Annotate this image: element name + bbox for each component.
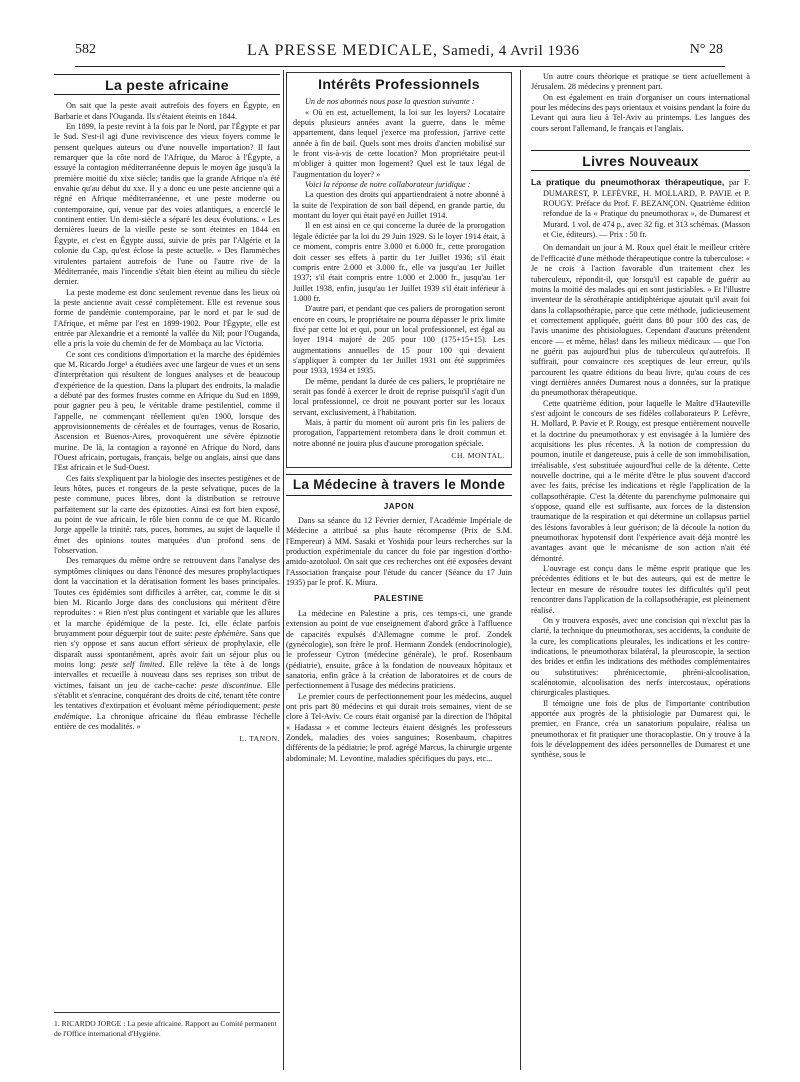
column-peste xyxy=(54,72,280,745)
question: « Où en est, actuellement, la loi sur les loyers? Locataire depuis plusieurs années avant la guerre, dans le même appartement, dans lequel j'exerce ma profession, j'arrive cette année à fin de bail. Quels sont mes droits d'ancien mobilisé sur le front vis-à-vis de cette location? Mon propriétaire peut-il m'obliger à quitter mon logement? Quel est le taux légal de l'augmentation du loyer? » xyxy=(293,107,505,179)
paragraph: La question des droits qui appartiendraient à notre abonné à la suite de l'expiration de son bail dépend, en grande partie, du montant du loyer qui était payé en Juillet 1914. xyxy=(293,190,505,221)
section-title-medecine: La Médecine à travers le Monde xyxy=(286,474,512,495)
footnote: 1. RICARDO JORGE : La peste africaine. Rapport au Comité permanent de l'Office international d'Hygiène. xyxy=(54,1012,280,1038)
book-reference: La pratique du pneumothorax thérapeutique, par F. DUMAREST, P. LEFÈVRE, H. MOLLARD, P. PAVIE et P. ROUGY. Préface du Prof. F. BEZANÇON. Quatrième édition refondue de la « Pratique du pneumothorax », de Dumarest et Murard. 1 vol. de 474 p., avec 32 fig. et 313 schémas. (Masson et Cie, éditeurs). — Prix : 50 fr. xyxy=(531,177,751,240)
issue-date: Samedi, 4 Avril 1936 xyxy=(442,43,580,59)
paragraph: Dans sa séance du 12 Février dernier, l'Académie Impériale de Médecine a attribué sa plus haute récompense (Prix de S.M. l'Empereur) à MM. Sasaki et Yoshida pour leurs recherches sur la production expérimentale du cancer du foie par ingestion d'ortho-amido-azotoluol. On sait que ces recherches ont été exposées devant l'Association française pour l'étude du cancer (Séance du 17 Juin 1935) par le prof. K. Miura. xyxy=(286,516,512,588)
paragraph: Un autre cours théorique et pratique se tient actuellement à Jérusalem. 28 médecins y prennent part. xyxy=(531,72,750,92)
paragraph: La médecine en Palestine a pris, ces temps-ci, une grande extension au point de vue enseignement d'abord grâce à l'affluence de capacités expulsés d'Allemagne comme le prof. Zondek (gynécologie), son frère le prof. Hermann Zondek (endocrinologie), le professeur Cytron (médecine générale), le prof. Rosenbaum (pédiatrie), ensuite, grâce à la fondation de nouveaux hôpitaux et sanatoria, enfin grâce à la création de laboratoires et de cours de perfectionnement à l'usage des médecins praticiens. xyxy=(286,608,512,691)
signature: CH. MONTAL. xyxy=(451,451,505,461)
paragraph: Mais, à partir du moment où auront pris fin les paliers de prorogation, l'appartement retombera dans le droit commun et notre abonné ne jouira plus d'aucune prorogation spéciale. xyxy=(293,418,505,448)
paragraph: On demandait un jour à M. Roux quel était le meilleur critère de l'efficacité d'une méthode thérapeutique contre la tuberculose: « Je ne crois à l'action favorable d'un traitement chez les tuberculeux, répondit-il, que lorsqu'il est capable de guérir au moins la moitié des malades qui en sont justiciables. » Et l'illustre inventeur de la sérothérapie antidiphtérique ajoutait qu'il avait foi dans la collapsothérapie, parce que cette méthode, judicieusement et correctement appliquée, guérit dans 80 pour 100 des cas, de l'avis unanime des phtisiologues. Cependant d'aucuns prétendent encore — et même, hélas! dans les milieux médicaux — que l'on ne guérit pas aujourd'hui plus de tuberculeux qu'autrefois. Il suffirait, pour convaincre ces sceptiques de leur erreur, qu'ils parcourent les quatre éditions du beau livre, qu'au cours de ces vingt dernières années Dumarest nous a données, sur la pratique du pneumothorax thérapeutique. xyxy=(531,243,750,398)
paragraph: On sait que la peste avait autrefois des foyers en Égypte, en Barbarie et dans l'Ouganda. Ils s'étaient éteints en 1844. xyxy=(54,101,280,121)
subheading-japon: JAPON xyxy=(383,501,415,511)
section-title-livres: Livres Nouveaux xyxy=(531,150,750,171)
reply-intro: Voici la réponse de notre collaborateur juridique : xyxy=(305,180,471,190)
section-title-interets: Intérêts Professionnels xyxy=(318,76,480,92)
paragraph: En 1899, la peste revint à la fois par le Nord, par l'Égypte et par le Sud. S'est-il agi d'une reviviscence des vieux foyers comme le pensent quelques auteurs ou d'une nouvelle importation? Il faut remarquer que la côte nord de l'Afrique, du Maroc à l'Égypte, a essuyé la contagion méditerranéenne depuis le moyen âge jusqu'à la première moitié du xixe siècle; tandis que la grande Afrique n'a été envahie qu'au début du xxe. Il y a donc eu une peste ancienne qui a régné en Afrique méditerranéenne, et une peste moderne ou contemporaine, qui, venue par des voies atlantiques, a encerclé le continent entier. Un demi-siècle a séparé les deux évolutions. « Les dernières lueurs de la vieille peste se sont éteintes en 1844 en Égypte, et c'est en Égypte aussi, suivie de près par l'Algérie et la colonie du Cap, qu'est éclose la peste actuelle. » Des flammèches virulentes partaient autrefois de l'une ou l'autre rive de la Méditerranée, mais l'incendie s'était bien éteint au milieu du siècle dernier. xyxy=(54,122,280,287)
paragraph: On est également en train d'organiser un cours international pour les médecins des pays orientaux et voisins pendant la foire du Levant qui aura lieu à Tel-Aviv au printemps. Les langues des cours seront l'allemand, le français et l'anglais. xyxy=(531,92,750,133)
paragraph: Il témoigne une fois de plus de l'importante contribution apportée aux progrès de la phtisiologie par Dumarest qui, le premier, en France, créa un sanatorium populaire, réalisa un pneumothorax et fit pratiquer une thoracoplastie. On y trouve à la fois le développement des idées personnelles de Dumarest et une synthèse, sous le xyxy=(531,698,750,760)
paragraph: On y trouvera exposés, avec une concision qui n'exclut pas la clarté, la technique du pneumothorax, ses accidents, la conduite de la cure, les complications pleurales, les indications et les contre-indications, le pneumothorax bilatéral, la pleuroscopie, la section des brides et enfin les indications des méthodes complémentaires ou substitutives: phrénicectomie, phréni-alcoolisation, scalénotomie, alcoolisation des nerfs intercostaux, opérations chirurgicales plastiques. xyxy=(531,615,750,698)
question-intro: Un de nos abonnés nous pose la question suivante : xyxy=(305,97,475,107)
section-title-peste: La peste africaine xyxy=(54,74,280,95)
paragraph: Cette quatrième édition, pour laquelle le Maître d'Hauteville s'est adjoint le concours de ses fidèles collaborateurs P. Lefèvre, H. Mollard, P. Pavie et P. Rougy, est presque entièrement nouvelle et la doctrine du pneumothorax y est envisagée à la lumière des acquisitions les plus récentes. À la notion de compression du poumon, inutile et dangereuse, puis à celle de son immobilisation, irréalisable, s'est substituée aujourd'hui celle de la détente. Cette nouvelle doctrine, qui a le mérite d'être le plus souvent d'accord avec les faits, précise les indications et règle l'application de la collapsothérapie. C'est la détente du parenchyme pulmonaire qui s'oppose, quand elle est suffisante, aux forces de la distension traumatique de la respiration et qui détermine un collapsus partiel des lésions favorables à leur guérison; de là découle la notion du pneumothorax hypotensif dont l'expérience avait déjà montré les avantages avant que le mécanisme de son action n'ait été démontré. xyxy=(531,398,750,563)
page-header xyxy=(75,42,723,64)
column-divider xyxy=(520,70,521,1070)
paragraph: Le premier cours de perfectionnement pour les médecins, auquel ont pris part 80 médecins et qui durait trois semaines, vient de se clore à Tel-Aviv. Ce cours était organisé par la direction de l'hôpital « Hadassa » et comme lecteurs étaient désignés les professeurs Zondek, maladies des voies sanguines; Rosenbaum, chapitres différents de la pédiatrie; le prof. agrégé Marcus, la chirurgie urgente abdominale; M. Levontine, maladies spécifiques du pays, etc... xyxy=(286,691,512,763)
column-right xyxy=(531,72,750,761)
subheading-palestine: PALESTINE xyxy=(374,594,424,604)
page-number: 582 xyxy=(75,42,96,57)
paragraph: L'ouvrage est conçu dans le même esprit pratique que les précédentes éditions et le but des auteurs, qui est de mettre le lecteur en mesure de résoudre toutes les difficultés qu'il peut rencontrer dans l'application de la collapsothérapie, est pleinement réalisé. xyxy=(531,564,750,615)
header-rule xyxy=(75,66,725,67)
paragraph: Ce sont ces conditions d'importation et la marche des épidémies que M. Ricardo Jorge¹ a étudiées avec une largeur de vues et un sens d'interprétation qui résultent de longues analyses et de beaucoup d'expérience de la question. Dans la plupart des endroits, la maladie a débuté par des formes frustes comme en Afrique du Sud en 1899, pour gagner peu à peu, le véritable drame pestilentiel, comme il l'appelle, ne commençant réellement qu'en 1900, lorsque des approvisionnements de céréales et de fourrages, venus de Rosario, Ascension et Buenos-Aires, provoquèrent une sévère épizootie murine. De là, la contagion a rayonné en Afrique du Nord, dans l'Ouest africain, portugais, français, belge ou anglais, ainsi que dans l'Est africain et le Sud-Ouest. xyxy=(54,349,280,473)
interets-box xyxy=(286,72,512,468)
paragraph: Des remarques du même ordre se retrouvent dans l'analyse des symptômes cliniques ou dans l'énoncé des mesures prophylactiques dont la vaccination et la dératisation forment les bases principales. Toutes ces épidémies sont difficiles à arrêter, car, comme le dit si bien M. Ricardo Jorge dans des conclusions qui méritent d'être reproduites : « Rien n'est plus contingent et variable que les allures et la marche épidémique de la peste. Ici, elle éclate parfois bruyamment pour déguerpir tout de suite: peste éphémère. Sans que rien s'y oppose et sans aucun effort sérieux de prophylaxie, elle disparaît aussi spontanément, après avoir fait un séjour plus ou moins long: peste self limited. Elle relève la tête à de longs intervalles et recueille à nouveau dans ses reprises son tribut de victimes, faisant un jeu de cache-cache: peste discontinue. Elle s'établit et s'enracine, conquérant des droits de cité, tenant tête contre les tentatives d'extirpation et évoluant même périodiquement: peste endémique. La chronique africaine du fléau embrasse l'échelle entière de ces modalités. » xyxy=(54,556,280,731)
issue-number: N° 28 xyxy=(689,42,723,57)
signature: L. TANON. xyxy=(239,734,280,744)
journal-title xyxy=(247,42,579,60)
paragraph: D'autre part, et pendant que ces paliers de prorogation seront encore en cours, le propriétaire ne pourra dépasser le prix limite fixé par cette loi et qui, pour un local professionnel, est égal au loyer 1914 majoré de 205 pour 100 (175+15+15). Les augmentations annuelles de 15 pour 100 qui devaient s'appliquer à compter du 1er Juillet 1931 ont été supprimées pour 1933, 1934 et 1935. xyxy=(293,304,505,376)
journal-name: LA PRESSE MEDICALE, xyxy=(247,42,439,59)
column-divider xyxy=(283,70,284,1070)
book-title: La pratique du pneumothorax thérapeutique, xyxy=(531,177,725,188)
paragraph: Il en est ainsi en ce qui concerne la durée de la prorogation légale édictée par la loi du 29 Juin 1929. Si le loyer 1914 était, à ce moment, compris entre 3.000 et 6.000 fr., cette prorogation doit cesser ses effets à partir du 1er Juillet 1936; s'il était compris entre 2.000 et 3.000 fr., elle va jusqu'au 1er Juillet 1937; s'il était compris entre 1.000 et 2.000 fr., jusqu'au 1er Juillet 1938, enfin, jusqu'au 1er Juillet 1939 s'il était inférieur à 1.000 fr. xyxy=(293,221,505,303)
column-middle xyxy=(286,72,512,764)
paragraph: De même, pendant la durée de ces paliers, le propriétaire ne serait pas fondé à exercer le droit de reprise puisqu'il s'agit d'un local professionnel, ce droit ne pouvant porter sur les locaux servant, exclusivement, à l'habitation. xyxy=(293,376,505,417)
paragraph: Ces faits s'expliquent par la biologie des insectes pestigènes et de leurs hôtes, puces et rongeurs de la peste selvatique, puces de la peste commune, puces libres, dont la distribution se retrouve parfaitement sur la carte des épizooties. Ainsi est fort bien exposé, au point de vue africain, le rôle bien connu de ce que M. Ricardo Jorge appelle la trinité: rats, puces, hommes, au sujet de laquelle il émet des opinions toutes marquées d'un profond sens de l'observation. xyxy=(54,473,280,556)
paragraph: La peste moderne est donc seulement revenue dans les lieux où la peste ancienne avait cessé complètement. Elle est revenue sous forme de pandémie contemporaine, par le nord et par le sud de l'Afrique, et même par l'est en 1899-1902. Pour l'Égypte, elle est entrée par Alexandrie et a remonté la vallée du Nil; pour l'Ouganda, elle a pris la voie du chemin de fer de Mombaça au lac Victoria. xyxy=(54,287,280,349)
